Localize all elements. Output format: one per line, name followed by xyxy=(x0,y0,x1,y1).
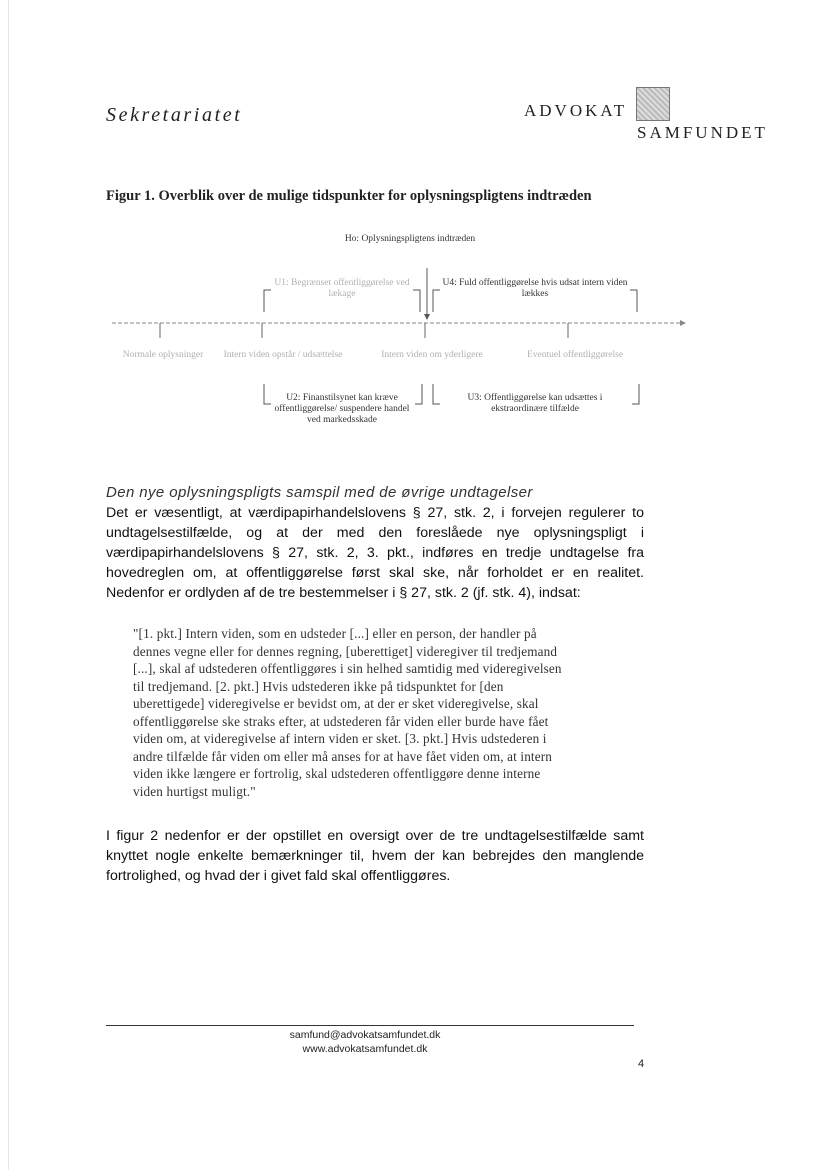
diagram-timeline-label-4: Eventuel offentliggørelse xyxy=(526,350,624,360)
diagram-timeline-label-2: Intern viden opstår / udsættelse xyxy=(223,350,343,360)
quote-line: viden om, at videregivelse af intern viden er sket. [3. pkt.] Hvis udstederen i xyxy=(133,731,547,746)
footer-email: samfund@advokatsamfundet.dk xyxy=(289,1029,441,1041)
quote-line: viden hurtigst muligt." xyxy=(133,783,256,799)
u4-bracket-left xyxy=(433,290,440,312)
quote-line: [...], skal af udstederen offentliggøres i sin helhed samtidig med videregivelsen xyxy=(133,661,562,676)
body-paragraph-2: I figur 2 nedenfor er der opstillet en oversigt over de tre undtagelsestilfælde samt knyttet nogle enkelte bemærkninger til, hvem der kan bebrejdes den manglende fortrolighed, og hvad der i givet fald skal offentliggøres. xyxy=(106,828,644,884)
diagram-u4-label: U4: Fuld offentliggørelse hvis udsat intern viden lækkes xyxy=(442,278,628,299)
diagram-timeline-label-1: Normale oplysninger xyxy=(122,350,204,360)
u2-bracket-left xyxy=(264,384,271,404)
u2-bracket-right xyxy=(415,384,422,404)
u1-bracket-left xyxy=(264,290,271,312)
footer-divider xyxy=(106,1025,634,1026)
body-paragraph-1: Det er væsentligt, at værdipapirhandelslovens § 27, stk. 2, i forvejen regulerer to undtagelsestilfælde, og at der med den foreslåede nye oplysningspligt i værdipapirhandelslovens § 27, stk. 2, 3. pkt., indføres en tredje undtagelse fra hovedreglen om, at offentliggørelse først skal ske, når forholdet er en realitet. Nedenfor er ordlyden af de tre bestemmelser i § 27, stk. 2 (jf. stk. 4), indsat: xyxy=(106,505,644,601)
u1-bracket-right xyxy=(413,290,420,312)
quote-line: andre tilfælde får viden om eller må anses for at have fået viden om, at intern xyxy=(133,748,553,764)
timeline-arrow-head xyxy=(680,320,686,326)
page-number: 4 xyxy=(638,1058,645,1070)
diagram-u3-label: U3: Offentliggørelse kan udsættes i ekstraordinære tilfælde xyxy=(467,393,603,414)
logo-text-line2: SAMFUNDET xyxy=(637,123,768,142)
header-title: Sekretariatet xyxy=(106,104,243,126)
legal-quote xyxy=(133,625,643,800)
diagram-u2-label: U2: Finanstilsynet kan kræve offentliggørelse/ suspendere handel ved markedsskade xyxy=(274,393,410,425)
diagram-top-label: Ho: Oplysningspligtens indtræden xyxy=(344,234,476,244)
diagram-u1-label: U1: Begrænset offentliggørelse ved lækage xyxy=(274,278,410,299)
diagram-timeline-label-3: Intern viden om yderligere xyxy=(381,350,483,360)
quote-line: til tredjemand. [2. pkt.] Hvis udstederen ikke på tidspunktet for [den xyxy=(133,678,504,694)
quote-line: dennes vegne eller for dennes regning, [uberettiget] videregiver til tredjemand xyxy=(133,643,558,659)
quote-line: offentliggørelse ske straks efter, at udstederen får viden eller burde have fået xyxy=(133,713,549,729)
quote-line: viden ikke længere er fortrolig, skal udstederen offentliggøre denne interne xyxy=(133,766,541,781)
logo-text-line1: ADVOKAT xyxy=(524,101,628,120)
quote-line: uberettigede] videregivelse er bevidst om, at der er sket videregivelse, skal xyxy=(133,696,539,711)
center-arrow-head xyxy=(424,314,430,320)
quote-line: "[1. pkt.] Intern viden, som en udsteder [...] eller en person, der handler på xyxy=(133,626,537,641)
figure-title: Figur 1. Overblik over de mulige tidspunkter for oplysningspligtens indtræden xyxy=(106,188,592,204)
footer-website: www.advokatsamfundet.dk xyxy=(302,1043,428,1055)
u4-bracket-right xyxy=(630,290,637,312)
u3-bracket-left xyxy=(433,384,440,404)
u3-bracket-right xyxy=(632,384,639,404)
section-heading: Den nye oplysningspligts samspil med de øvrige undtagelser xyxy=(106,484,533,501)
